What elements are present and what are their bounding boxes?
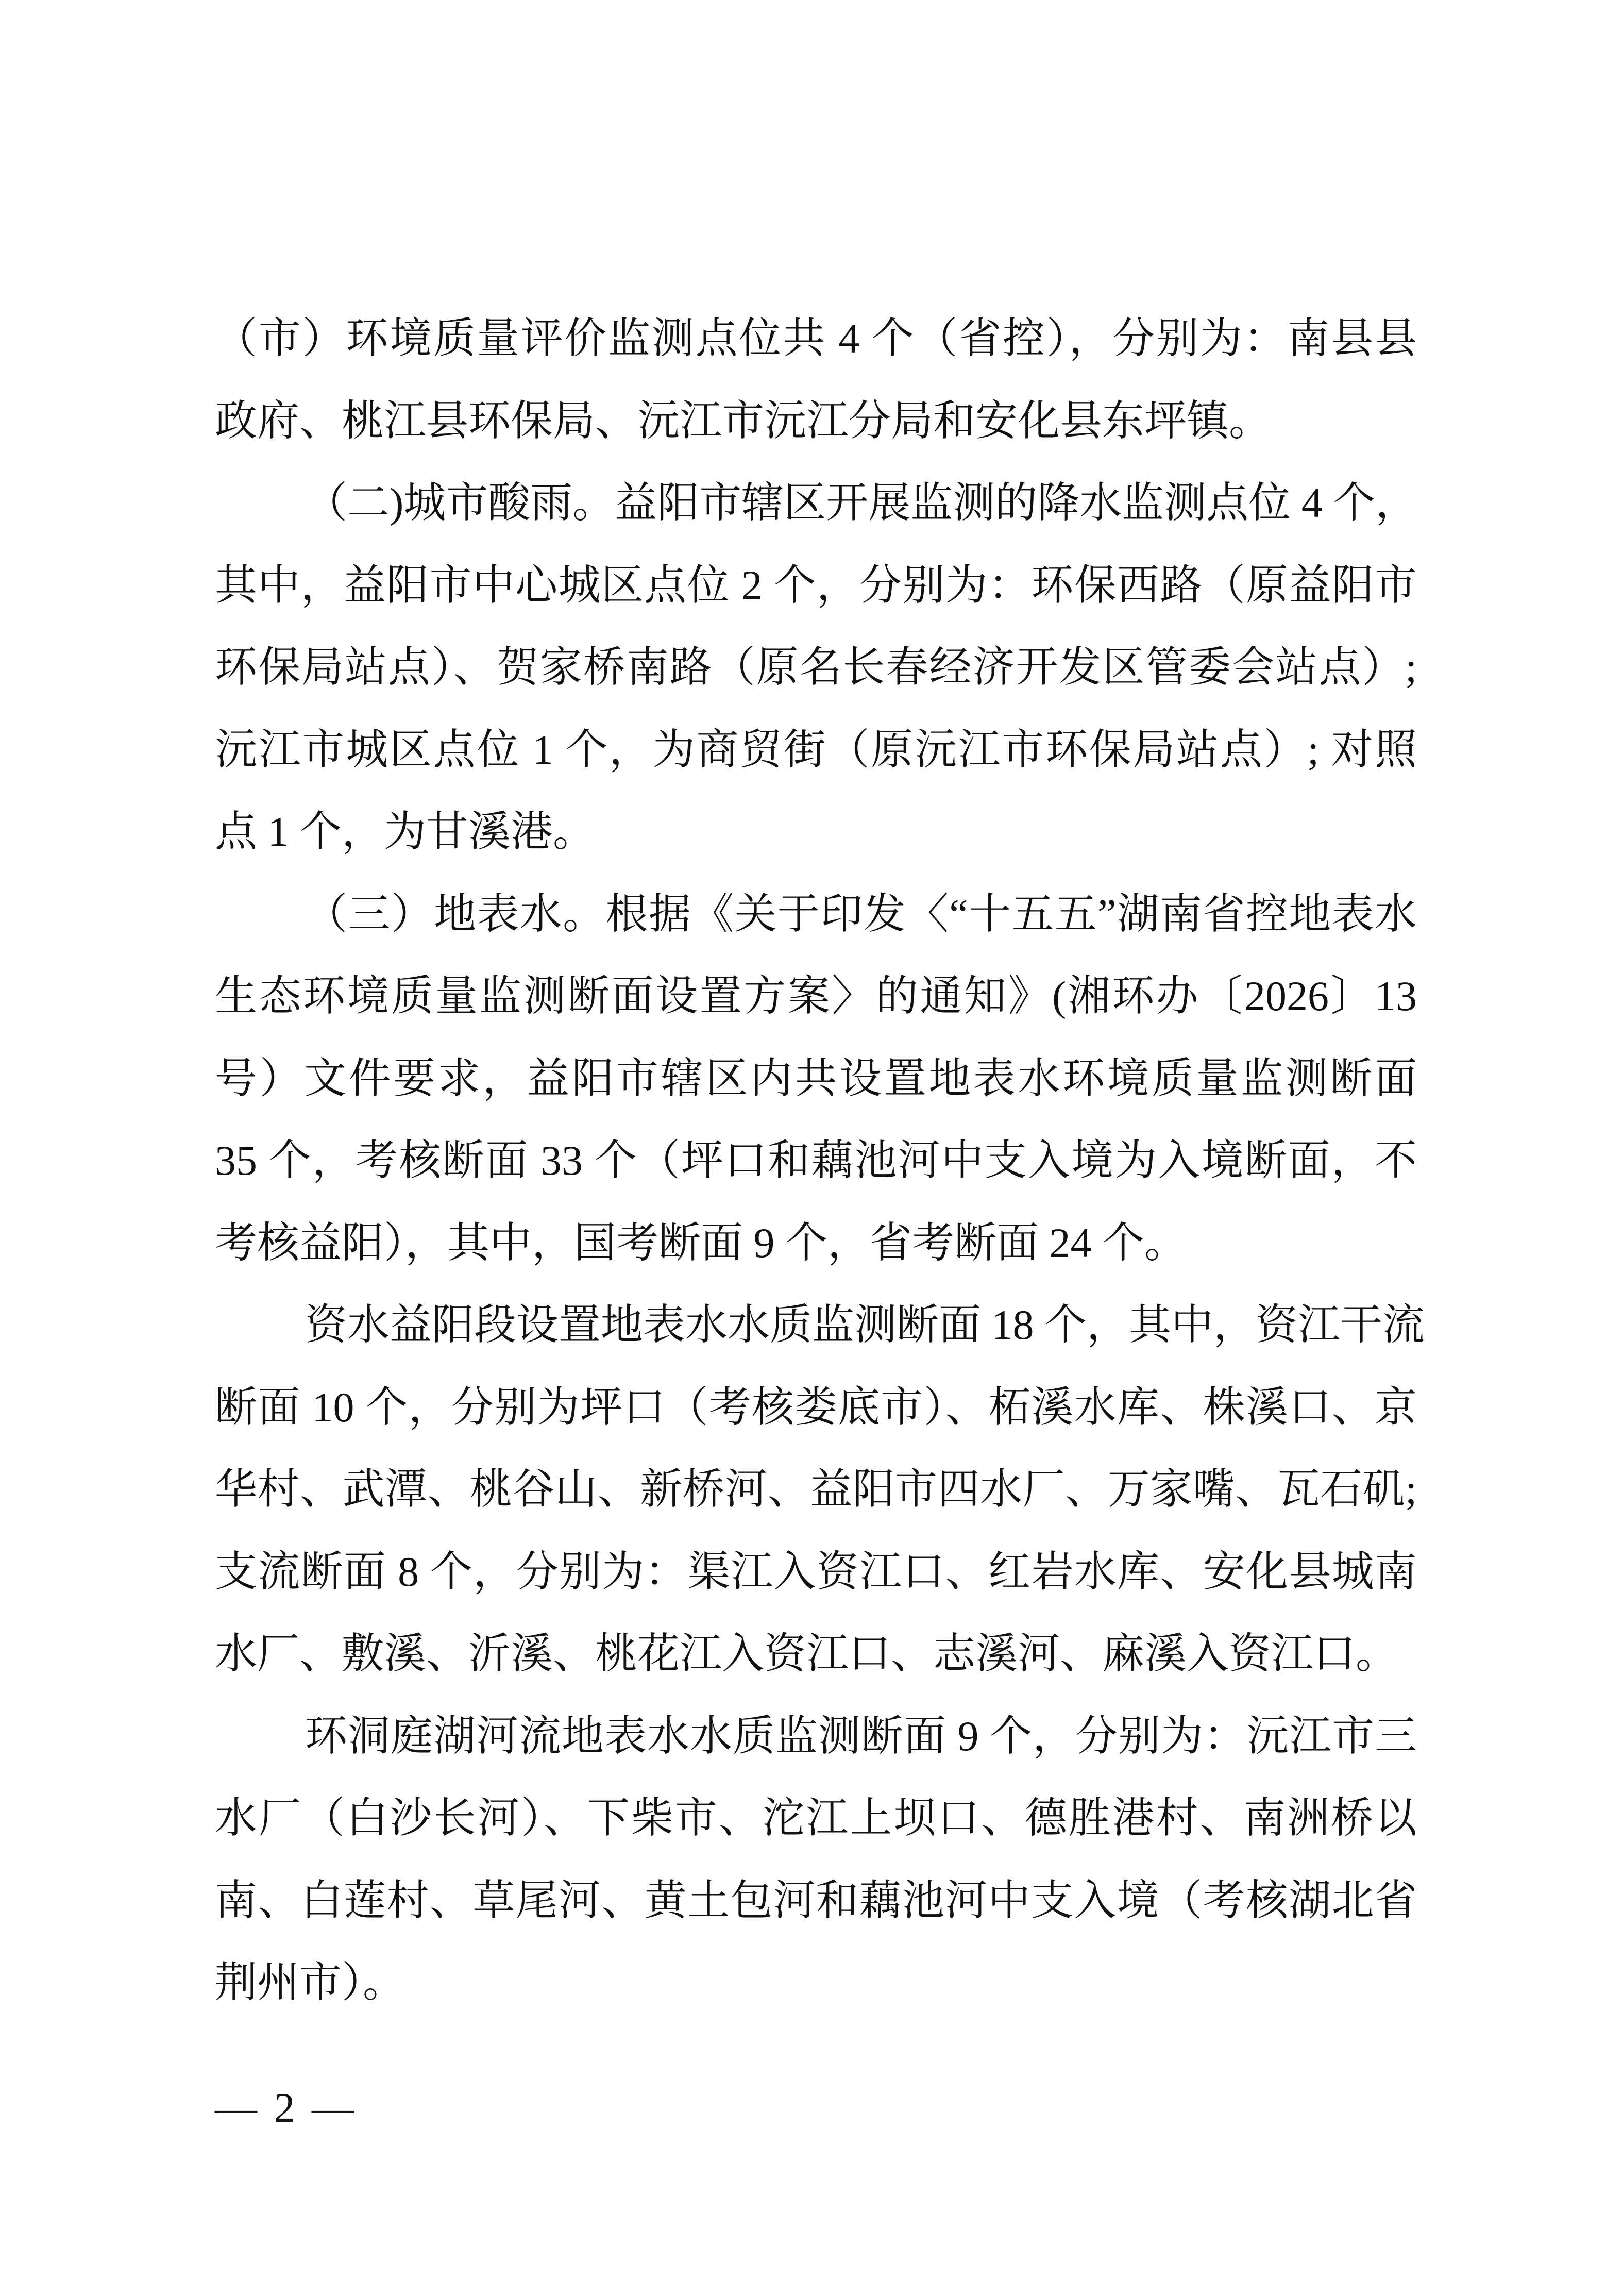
text-line: 断面 10 个，分别为坪口（考核娄底市）、柘溪水库、株溪口、京 — [215, 1383, 1417, 1431]
text-line: （三）地表水。根据《关于印发〈“十五五”湖南省控地表水 — [305, 890, 1417, 937]
document-body — [215, 297, 1425, 2024]
text-line: （二)城市酸雨。益阳市辖区开展监测的降水监测点位 4 个， — [305, 479, 1418, 526]
text-line: 南、白莲村、草尾河、黄土包河和藕池河中支入境（考核湖北省 — [215, 1876, 1417, 1924]
text-line: 生态环境质量监测断面设置方案〉的通知》(湘环办〔2026〕13 — [215, 973, 1417, 1019]
paragraph — [215, 462, 1417, 873]
text-line: 其中，益阳市中心城区点位 2 个，分别为：环保西路（原益阳市 — [215, 561, 1417, 609]
page-number: — 2 — — [215, 2084, 357, 2131]
text-line: 点 1 个，为甘溪港。 — [215, 808, 596, 855]
text-line: 资水益阳段设置地表水水质监测断面 18 个，其中，资江干流 — [305, 1301, 1425, 1348]
text-line: 环洞庭湖河流地表水水质监测断面 9 个，分别为：沅江市三 — [305, 1712, 1417, 1759]
text-line: 水厂（白沙长河）、下柴市、沱江上坝口、德胜港村、南洲桥以 — [215, 1795, 1417, 1841]
text-line: （市）环境质量评价监测点位共 4 个（省控），分别为：南县县 — [215, 315, 1417, 362]
paragraph — [215, 1284, 1425, 1695]
text-line: 考核益阳），其中，国考断面 9 个，省考断面 24 个。 — [215, 1219, 1187, 1266]
paragraph — [215, 1695, 1417, 2024]
text-line: 水厂、敷溪、沂溪、桃花江入资江口、志溪河、麻溪入资江口。 — [215, 1630, 1398, 1677]
paragraph — [215, 873, 1417, 1284]
text-line: 号）文件要求，益阳市辖区内共设置地表水环境质量监测断面 — [215, 1054, 1417, 1102]
text-line: 政府、桃江县环保局、沅江市沅江分局和安化县东坪镇。 — [215, 397, 1272, 444]
text-line: 35 个，考核断面 33 个（坪口和藕池河中支入境为入境断面，不 — [215, 1137, 1417, 1184]
paragraph — [215, 297, 1417, 462]
text-line: 华村、武潭、桃谷山、新桥河、益阳市四水厂、万家嘴、瓦石矶; — [215, 1466, 1417, 1513]
text-line: 沅江市城区点位 1 个，为商贸街（原沅江市环保局站点）; 对照 — [215, 726, 1417, 773]
text-line: 荆州市）。 — [215, 1959, 405, 2006]
text-line: 环保局站点）、贺家桥南路（原名长春经济开发区管委会站点）; — [215, 644, 1417, 691]
text-line: 支流断面 8 个，分别为：渠江入资江口、红岩水库、安化县城南 — [215, 1548, 1417, 1595]
